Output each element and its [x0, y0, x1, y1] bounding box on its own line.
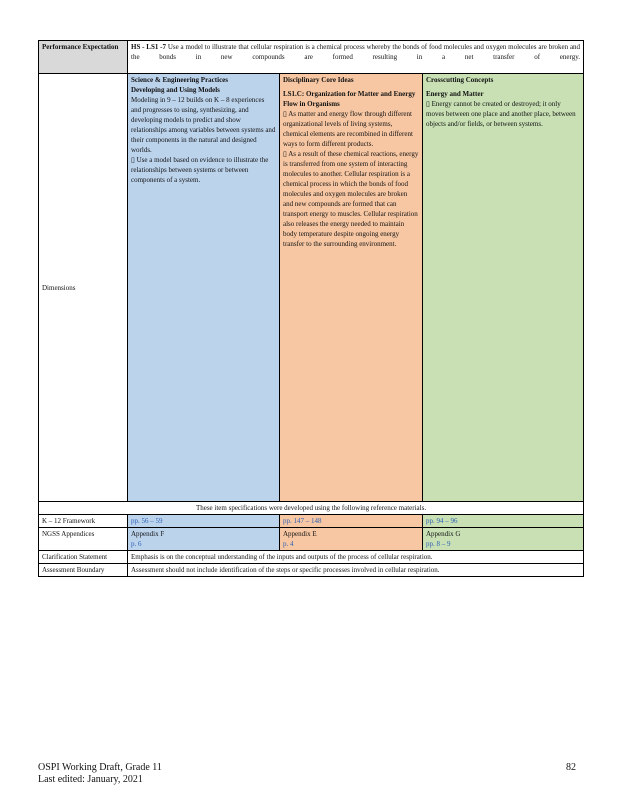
performance-expectation-text	[128, 41, 584, 74]
framework-sep-pages[interactable]: pp. 56 – 59	[128, 515, 280, 528]
ngss-sep-appendix: Appendix F	[131, 530, 165, 538]
sep-bullet-text: Use a model based on evidence to illustrate the relationships between systems or between components of a system.	[131, 156, 269, 184]
assessment-text: Assessment should not include identification of the steps or specific processes involved in cellular respiration.	[128, 564, 584, 577]
ccc-title: Crosscutting Concepts	[426, 76, 494, 84]
reference-note-row	[39, 502, 584, 515]
framework-label: K – 12 Framework	[39, 515, 128, 528]
sep-bullet: ▯ Use a model based on evidence to illustrate the relationships between systems or between components of a system.	[131, 156, 269, 184]
sep-title: Science & Engineering Practices	[131, 76, 229, 84]
ngss-sep-page[interactable]: p. 6	[131, 540, 142, 548]
page-number: 82	[566, 762, 576, 773]
sep-cell	[128, 74, 280, 502]
ngss-label: NGSS Appendices	[39, 528, 128, 551]
ngss-dci	[280, 528, 423, 551]
dci-bullet-1: ▯ As matter and energy flow through different organizational levels of living systems, chemical elements are recombined in different ways to form different products.	[283, 110, 413, 148]
framework-row	[39, 515, 584, 528]
assessment-label: Assessment Boundary	[39, 564, 128, 577]
clarification-text: Emphasis is on the conceptual understanding of the inputs and outputs of the process of cellular respiration.	[128, 551, 584, 564]
sep-subtitle: Developing and Using Models	[131, 86, 220, 94]
dci-cell	[280, 74, 423, 502]
clarification-label: Clarification Statement	[39, 551, 128, 564]
ngss-row	[39, 528, 584, 551]
footer-edited-line: Last edited: January, 2021	[38, 774, 143, 785]
dimensions-row	[39, 74, 584, 502]
ccc-bullet-text: Energy cannot be created or destroyed; it only moves between one place and another place, between objects and/or fields, or between systems.	[426, 100, 576, 128]
ccc-bullet: ▯ Energy cannot be created or destroyed; it only moves between one place and another place, between objects and/or fields, or between systems.	[426, 100, 576, 128]
framework-ccc-pages[interactable]: pp. 94 – 96	[423, 515, 584, 528]
dimensions-label: Dimensions	[39, 74, 128, 502]
clarification-row	[39, 551, 584, 564]
dci-bullet-2-text: As a result of these chemical reactions, energy is transferred from one system of interacting molecules to another. Cellular respiration is a chemical process in which the bonds of food molecules and oxygen molecules are broken and new compounds are formed that can transport energy to muscles. Cellular respiration also releases the energy needed to maintain body temperature despite ongoing energy transfer to the surrounding environment.	[283, 150, 419, 248]
footer-draft-line: OSPI Working Draft, Grade 11	[38, 762, 162, 773]
performance-expectation-row	[39, 41, 584, 74]
ngss-dci-page[interactable]: p. 4	[283, 540, 294, 548]
ngss-sep	[128, 528, 280, 551]
pe-code: HS - LS1 -7	[131, 43, 167, 51]
ccc-cell	[423, 74, 584, 502]
reference-note: These item specifications were developed using the following reference materials.	[39, 502, 584, 515]
assessment-row	[39, 564, 584, 577]
footer	[38, 762, 162, 786]
pe-body: Use a model to illustrate that cellular respiration is a chemical process whereby the bonds of food molecules and oxygen molecules are broken and the bonds in new compounds are formed resulting in a net transfer of energy.	[131, 43, 581, 61]
sep-intro: Modeling in 9 – 12 builds on K – 8 experiences and progresses to using, synthesizing, and developing models to predict and show relationships among variables between systems and their components in the natural and designed worlds.	[131, 96, 276, 154]
dci-title: Disciplinary Core Ideas	[283, 76, 354, 84]
performance-expectation-label: Performance Expectation	[39, 41, 128, 74]
dci-bullet-1-text: As matter and energy flow through different organizational levels of living systems, chemical elements are recombined in different ways to form different products.	[283, 110, 413, 148]
dci-subtitle: LS1.C: Organization for Matter and Energy Flow in Organisms	[283, 90, 416, 108]
framework-dci-pages[interactable]: pp. 147 – 148	[280, 515, 423, 528]
item-specification-table	[38, 40, 584, 577]
ngss-ccc	[423, 528, 584, 551]
ngss-dci-appendix: Appendix E	[283, 530, 317, 538]
dci-bullet-2: ▯ As a result of these chemical reactions, energy is transferred from one system of interacting molecules to another. Cellular respiration is a chemical process in which the bonds of food molecules and oxygen molecules are broken and new compounds are formed that can transport energy to muscles. Cellular respiration also releases the energy needed to maintain body temperature despite ongoing energy transfer to the surrounding environment.	[283, 150, 419, 248]
ccc-subtitle: Energy and Matter	[426, 90, 484, 98]
ngss-ccc-page[interactable]: pp. 8 – 9	[426, 540, 451, 548]
ngss-ccc-appendix: Appendix G	[426, 530, 461, 538]
